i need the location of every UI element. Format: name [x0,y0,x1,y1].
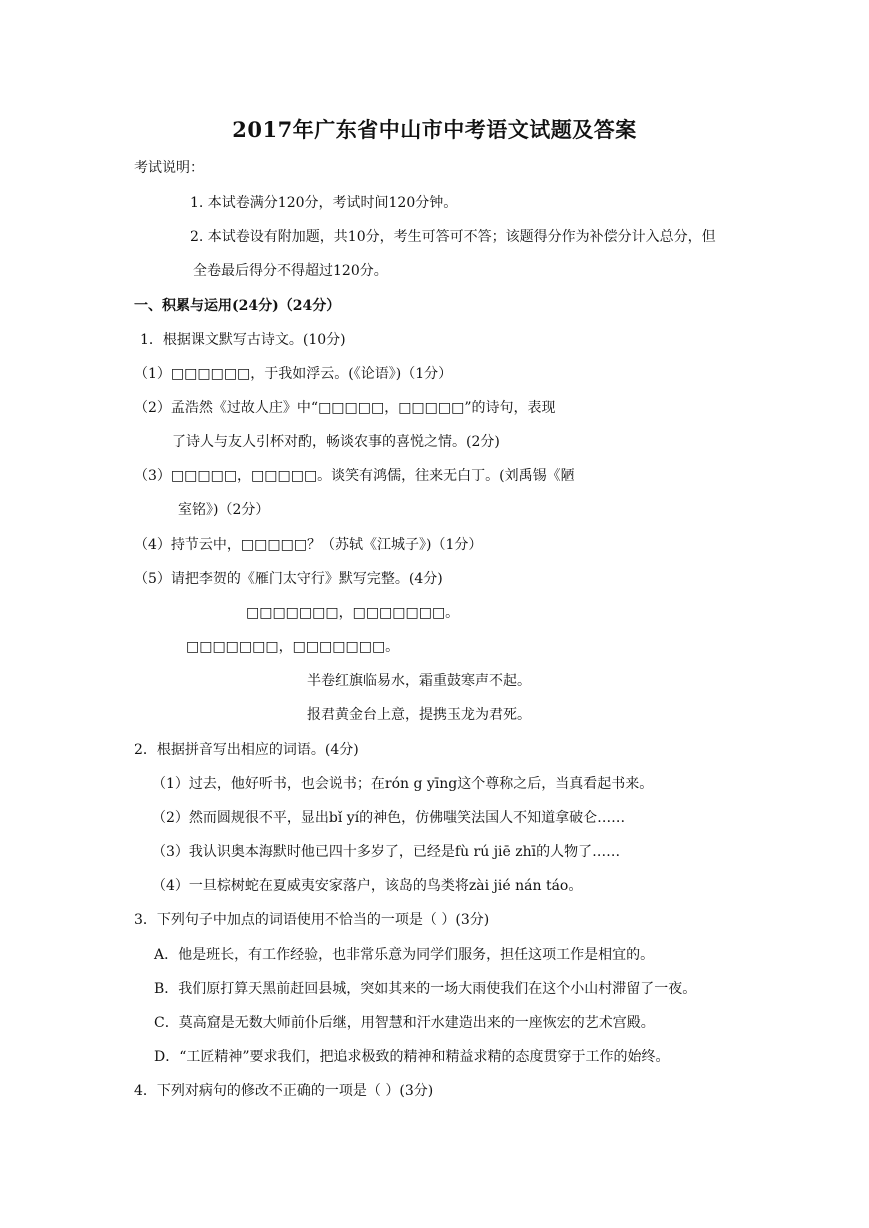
question-2-stem: 2．根据拼音写出相应的词语。(4分) [134,742,359,758]
question-2-part-1: （1）过去，他好听书，也会说书；在rón g yīng这个尊称之后，当真看起书来。 [152,776,654,792]
question-1-part-2-continued: 了诗人与友人引杯对酌，畅谈农事的喜悦之情。(2分) [172,434,500,450]
question-2-part-3: （3）我认识奥本海默时他已四十多岁了，已经是fù rú jiē zhī的人物了…… [152,844,621,860]
question-3-stem: 3．下列句子中加点的词语使用不恰当的一项是（ ）(3分) [134,912,490,928]
question-3-option-d: D．“工匠精神”要求我们，把追求极致的精神和精益求精的态度贯穿于工作的始终。 [154,1049,670,1065]
poem-line-2: □□□□□□□，□□□□□□□。 [186,639,400,655]
poem-line-3: 半卷红旗临易水，霜重鼓寒声不起。 [307,673,531,689]
question-1-part-1: （1）□□□□□□，于我如浮云。(《论语》)（1分） [134,366,453,382]
question-3-option-b: B．我们原打算天黑前赶回县城，突如其来的一场大雨使我们在这个小山村滞留了一夜。 [154,981,697,997]
question-3-option-a: A．他是班长，有工作经验，也非常乐意为同学们服务，担任这项工作是相宜的。 [154,947,655,963]
question-1-part-4: （4）持节云中，□□□□□？（苏轼《江城子》)（1分） [134,537,483,553]
exam-note-2: 2. 本试卷设有附加题，共10分，考生可答可不答；该题得分作为补偿分计入总分，但 [190,229,716,245]
question-1-part-2: （2）孟浩然《过故人庄》中“□□□□□，□□□□□”的诗句，表现 [134,400,556,416]
exam-note-1: 1. 本试卷满分120分，考试时间120分钟。 [190,195,458,211]
question-1-stem: 1．根据课文默写古诗文。(10分) [140,332,346,348]
question-3-option-c: C．莫高窟是无数大师前仆后继，用智慧和汗水建造出来的一座恢宏的艺术宫殿。 [154,1015,655,1031]
question-2-part-4: （4）一旦棕树蛇在夏威夷安家落户，该岛的鸟类将zài jié nán táo。 [152,878,583,894]
page-title: 2017年广东省中山市中考语文试题及答案 [232,117,637,142]
poem-line-4: 报君黄金台上意，提携玉龙为君死。 [307,707,531,723]
poem-line-1: □□□□□□□，□□□□□□□。 [246,605,460,621]
question-4-stem: 4．下列对病句的修改不正确的一项是（ ）(3分) [134,1083,434,1099]
exam-note-2-continued: 全卷最后得分不得超过120分。 [193,263,388,279]
question-1-part-5: （5）请把李贺的《雁门太守行》默写完整。(4分) [134,571,443,587]
exam-notes-heading: 考试说明： [134,160,204,176]
question-1-part-3: （3）□□□□□，□□□□□。谈笑有鸿儒，往来无白丁。(刘禹锡《陋 [134,468,575,484]
question-1-part-3-continued: 室铭》)（2分） [178,502,270,518]
question-2-part-2: （2）然而圆规很不平，显出bǐ yí的神色，仿佛嗤笑法国人不知道拿破仑…… [152,810,626,826]
section-heading: 一、积累与运用(24分)（24分） [134,298,341,314]
